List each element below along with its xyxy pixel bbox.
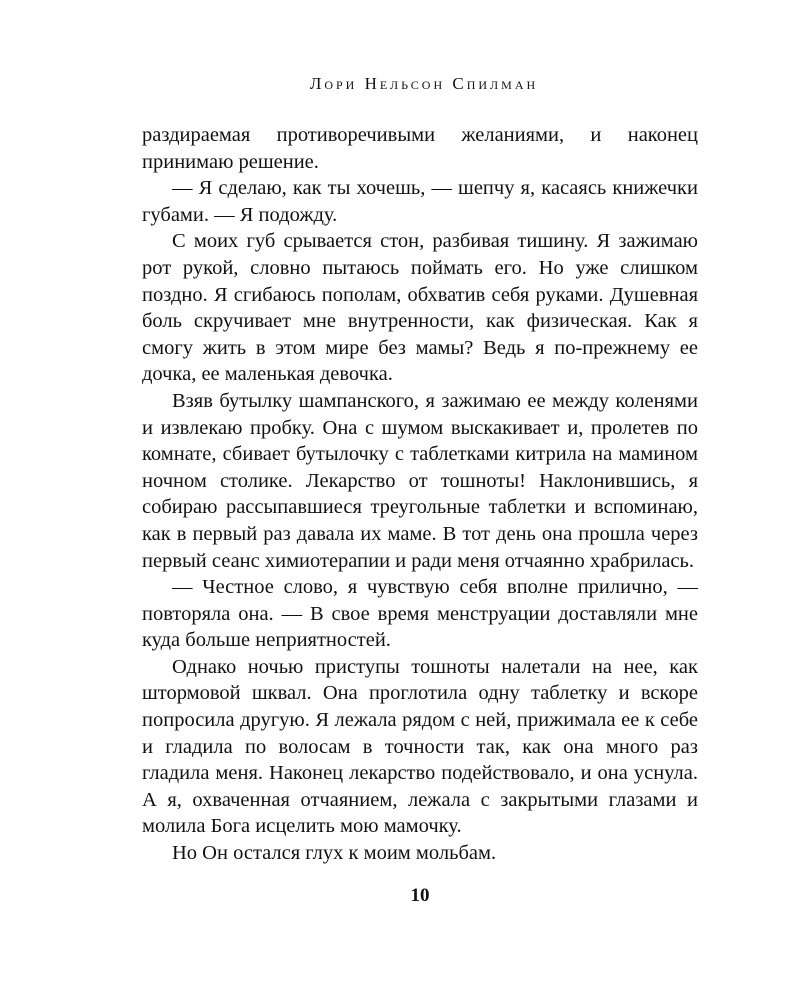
paragraph: — Я сделаю, как ты хочешь, — шепчу я, касаясь книжечки губами. — Я подожду. <box>142 177 698 226</box>
paragraph: — Честное слово, я чувствую себя вполне прилично, — повторяла она. — В свое время менструации доставляли мне куда больше неприятностей. <box>142 576 698 652</box>
running-head-author: Лори Нельсон Спилман <box>309 74 539 93</box>
book-page <box>142 72 698 906</box>
paragraph-continuation: раздираемая противоречивыми желаниями, и наконец принимаю решение. <box>142 124 698 173</box>
body-text <box>142 122 698 867</box>
page-number: 10 <box>410 885 430 906</box>
paragraph: Но Он остался глух к моим мольбам. <box>172 842 497 865</box>
paragraph: Взяв бутылку шампанского, я зажимаю ее между коленями и извлекаю пробку. Она с шумом выскакивает и, пролетев по комнате, сбивает бутылочку с таблетками китрила на мамином ночном столике. Лекарство от тошноты! Наклонившись, я собираю рассыпавшиеся треугольные таблетки и вспоминаю, как в первый раз давала их маме. В тот день она прошла через первый сеанс химиотерапии и ради меня отчаянно храбрилась. <box>142 389 698 572</box>
paragraph: С моих губ срывается стон, разбивая тишину. Я зажимаю рот рукой, словно пытаюсь поймать его. Но уже слишком поздно. Я сгибаюсь пополам, обхватив себя руками. Душевная боль скручивает мне внутренности, как физическая. Как я смогу жить в этом мире без мамы? Ведь я по-прежнему ее дочка, ее маленькая девочка. <box>142 230 698 386</box>
paragraph: Однако ночью приступы тошноты налетали на нее, как штормовой шквал. Она проглотила одну таблетку и вскоре попросила другую. Я лежала рядом с ней, прижимала ее к себе и гладила по волосам в точности так, как она много раз гладила меня. Наконец лекарство подействовало, и она уснула. А я, охваченная отчаянием, лежала с закрытыми глазами и молила Бога исцелить мою мамочку. <box>142 655 698 838</box>
